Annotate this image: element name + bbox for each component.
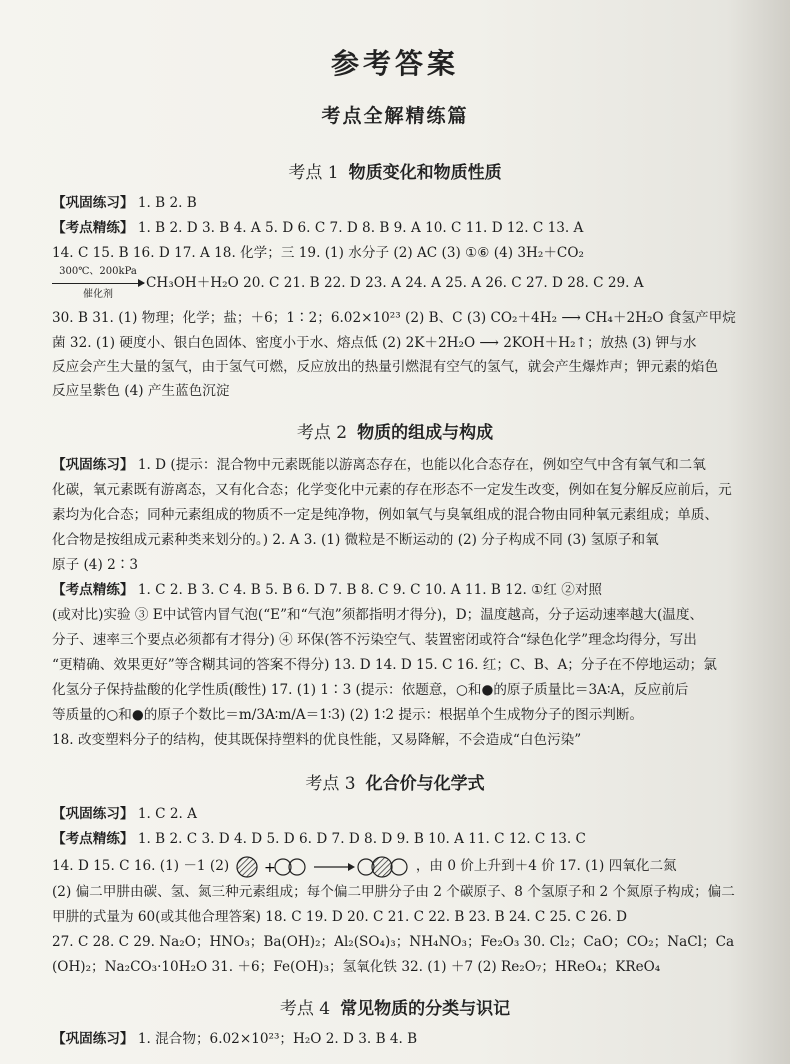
reaction-condition: 300℃、200kPa bbox=[59, 265, 137, 277]
section-4-heading bbox=[0, 994, 790, 1019]
answer-line: 30. B 31. (1) 物理；化学；盐；＋6；1∶2；6.02×10²³ (2) B、C (3) CO₂＋4H₂ ⟶ CH₄＋2H₂O 食氢产甲烷 bbox=[52, 310, 736, 326]
answer-text: 1. B 2. C 3. D 4. D 5. D 6. D 7. D 8. D 9. B 10. A 11. C 12. C 13. C bbox=[133, 831, 586, 847]
answer-line bbox=[52, 852, 774, 880]
answer-line: 14. C 15. B 16. D 17. A 18. 化学；三 19. (1) 水分子 (2) AC (3) ①⑥ (4) 3H₂＋CO₂ bbox=[52, 245, 584, 261]
answer-line: 原子 (4) 2∶3 bbox=[52, 557, 138, 573]
section-number: 考点 2 bbox=[296, 423, 348, 443]
section-number: 考点 3 bbox=[305, 774, 356, 794]
s2-refine bbox=[52, 581, 774, 599]
answer-text: 1. C 2. A bbox=[133, 806, 198, 822]
answer-text: CH₃OH＋H₂O 20. C 21. B 22. D 23. A 24. A 25. A 26. C 27. D 28. C 29. A bbox=[146, 275, 644, 291]
answer-text: ，由 0 价上升到＋4 价 17. (1) 四氧化二氮 bbox=[415, 858, 677, 874]
tag-refine: 【考点精练】 bbox=[52, 831, 134, 847]
tag-consolidate: 【巩固练习】 bbox=[52, 195, 134, 211]
s3-consolidate bbox=[52, 805, 774, 823]
answer-line: 反应呈紫色 (4) 产生蓝色沉淀 bbox=[52, 383, 230, 399]
answer-text: 1. D (提示：混合物中元素既能以游离态存在，也能以化合态存在，例如空气中含有氧气和二氧 bbox=[133, 457, 706, 473]
reaction-arrow bbox=[52, 265, 144, 300]
arrow-icon bbox=[52, 283, 144, 284]
answer-line: 等质量的○和●的原子个数比＝m/3A∶m/A＝1∶3) (2) 1∶2 提示：根据单个生成物分子的图示判断。 bbox=[52, 707, 644, 723]
section-2-heading bbox=[0, 418, 790, 443]
tag-consolidate: 【巩固练习】 bbox=[52, 1031, 134, 1047]
molecule-reaction-diagram bbox=[234, 855, 412, 879]
part-title: 考点全解精练篇 bbox=[321, 105, 469, 127]
section-number: 考点 1 bbox=[288, 163, 339, 183]
answer-line: 化碳，氧元素既有游离态，又有化合态；化学变化中元素的存在形态不一定发生改变，例如在复分解反应前后，元 bbox=[52, 482, 732, 498]
answer-line: (2) 偏二甲肼由碳、氢、氮三种元素组成；每个偏二甲肼分子由 2 个碳原子、8 个氢原子和 2 个氮原子构成；偏二 bbox=[52, 884, 735, 900]
answer-line: 分子、速率三个要点必须都有才得分) ④ 环保(答不污染空气、装置密闭或符合“绿色化学”理念均得分，写出 bbox=[52, 632, 697, 648]
section-3-heading bbox=[0, 769, 790, 794]
section-name: 物质变化和物质性质 bbox=[348, 163, 502, 183]
answer-line: 反应会产生大量的氢气，由于氢气可燃，反应放出的热量引燃混有空气的氢气，就会产生爆炸声；钾元素的焰色 bbox=[52, 359, 719, 375]
answer-text: 14. D 15. C 16. (1) －1 (2) bbox=[52, 858, 230, 874]
answer-text: 1. 混合物；6.02×10²³；H₂O 2. D 3. B 4. B bbox=[133, 1031, 418, 1047]
svg-text:+: + bbox=[263, 859, 276, 876]
answer-line bbox=[52, 265, 774, 300]
section-number: 考点 4 bbox=[279, 999, 331, 1019]
s4-consolidate bbox=[52, 1030, 774, 1048]
s1-refine bbox=[52, 219, 774, 237]
hatched-atom-icon bbox=[372, 857, 392, 877]
section-1-heading bbox=[0, 158, 790, 183]
answer-line: 甲肼的式量为 60(或其他合理答案) 18. C 19. D 20. C 21. C 22. B 23. B 24. C 25. C 26. D bbox=[52, 909, 628, 925]
tag-refine: 【考点精练】 bbox=[52, 220, 134, 236]
s2-consolidate bbox=[52, 456, 774, 474]
open-atom-icon bbox=[391, 859, 407, 875]
answer-line: 27. C 28. C 29. Na₂O；HNO₃；Ba(OH)₂；Al₂(SO₄)₃；NH₄NO₃；Fe₂O₃ 30. Cl₂；CaO；CO₂；NaCl；Ca bbox=[52, 934, 735, 950]
answer-line: “更精确、效果更好”等含糊其词的答案不得分) 13. D 14. D 15. C 16. 红；C、B、A；分子在不停地运动；氯 bbox=[52, 657, 717, 673]
hatched-atom-icon bbox=[237, 857, 257, 877]
s3-refine bbox=[52, 830, 774, 848]
answer-line: 化合物是按组成元素种类来划分的。) 2. A 3. (1) 微粒是不断运动的 (2) 分子构成不同 (3) 氢原子和氧 bbox=[52, 532, 659, 548]
section-name: 常见物质的分类与识记 bbox=[340, 999, 511, 1019]
answer-line: 18. 改变塑料分子的结构，使其既保持塑料的优良性能，又易降解，不会造成“白色污染” bbox=[52, 732, 582, 748]
answer-line: 化氢分子保持盐酸的化学性质(酸性) 17. (1) 1∶3 (提示：依题意，○和●的原子质量比＝3A∶A，反应前后 bbox=[52, 682, 689, 698]
section-name: 化合价与化学式 bbox=[365, 774, 485, 794]
section-name: 物质的组成与构成 bbox=[357, 423, 494, 443]
answer-line: (OH)₂；Na₂CO₃·10H₂O 31. ＋6；Fe(OH)₃；氢氧化铁 32. (1) ＋7 (2) Re₂O₇；HReO₄；KReO₄ bbox=[52, 959, 661, 975]
catalyst-label: 催化剂 bbox=[83, 288, 113, 300]
page-title: 参考答案 bbox=[330, 47, 459, 80]
answer-line: 素均为化合态；同种元素组成的物质不一定是纯净物，例如氧气与臭氧组成的混合物由同种氧元素组成；单质、 bbox=[52, 507, 719, 523]
s1-consolidate bbox=[52, 194, 774, 212]
answer-line: 菌 32. (1) 硬度小、银白色固体、密度小于水、熔点低 (2) 2K＋2H₂O ⟶ 2KOH＋H₂↑；放热 (3) 钾与水 bbox=[52, 335, 697, 351]
arrow-head-icon bbox=[348, 863, 355, 871]
answer-line: (或对比)实验 ③ E中试管内冒气泡(“E”和“气泡”须都指明才得分)，D；温度越高，分子运动速率越大(温度、 bbox=[52, 607, 704, 623]
tag-consolidate: 【巩固练习】 bbox=[52, 457, 134, 473]
tag-refine: 【考点精练】 bbox=[52, 582, 134, 598]
answer-text: 1. B 2. D 3. B 4. A 5. D 6. C 7. D 8. B 9. A 10. C 11. D 12. C 13. A bbox=[133, 220, 584, 236]
answer-text: 1. C 2. B 3. C 4. B 5. B 6. D 7. B 8. C 9. C 10. A 11. B 12. ①红 ②对照 bbox=[133, 582, 603, 598]
tag-consolidate: 【巩固练习】 bbox=[52, 806, 134, 822]
answer-text: 1. B 2. B bbox=[133, 195, 197, 211]
